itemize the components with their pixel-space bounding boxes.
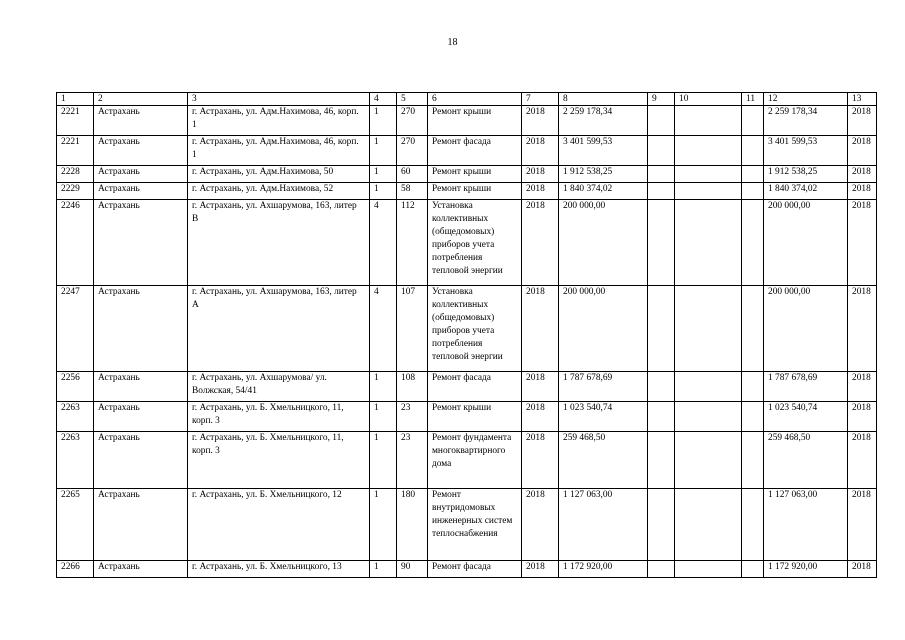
col12-cost-cell: 2 259 178,34	[764, 106, 848, 136]
address-cell: г. Астрахань, ул. Б. Хмельницкого, 12	[188, 489, 370, 561]
total-cost-cell: 1 840 374,02	[559, 183, 648, 200]
col13-year-cell: 2018	[848, 489, 877, 561]
table-row	[57, 402, 877, 432]
column-header-7: 7	[522, 93, 559, 106]
city-cell: Астрахань	[94, 136, 188, 166]
col11-cell	[742, 200, 764, 286]
row-number: 2266	[57, 561, 94, 578]
col12-cost-cell: 1 912 538,25	[764, 166, 848, 183]
col13-year-cell: 2018	[848, 561, 877, 578]
work-type-cell: Ремонт фасада	[428, 561, 522, 578]
work-type-cell: Ремонт фасада	[428, 136, 522, 166]
col13-year-cell: 2018	[848, 166, 877, 183]
col9-cell	[648, 136, 675, 166]
col11-cell	[742, 432, 764, 489]
col13-year-cell: 2018	[848, 432, 877, 489]
col12-cost-cell: 1 172 920,00	[764, 561, 848, 578]
col12-cost-cell: 1 840 374,02	[764, 183, 848, 200]
total-cost-cell: 259 468,50	[559, 432, 648, 489]
city-cell: Астрахань	[94, 183, 188, 200]
col10-cell	[675, 200, 742, 286]
col4-cell: 1	[370, 106, 397, 136]
col13-year-cell: 2018	[848, 286, 877, 372]
year-cell: 2018	[522, 106, 559, 136]
row-number: 2246	[57, 200, 94, 286]
col4-cell: 1	[370, 561, 397, 578]
page-number: 18	[447, 37, 458, 48]
total-cost-cell: 1 912 538,25	[559, 166, 648, 183]
col5-cell: 58	[397, 183, 428, 200]
address-cell: г. Астрахань, ул. Б. Хмельницкого, 11, корп. 3	[188, 432, 370, 489]
table-row	[57, 372, 877, 402]
address-cell: г. Астрахань, ул. Б. Хмельницкого, 13	[188, 561, 370, 578]
column-header-12: 12	[764, 93, 848, 106]
col11-cell	[742, 106, 764, 136]
col10-cell	[675, 286, 742, 372]
col11-cell	[742, 372, 764, 402]
col4-cell: 1	[370, 166, 397, 183]
address-cell: г. Астрахань, ул. Адм.Нахимова, 46, корп. 1	[188, 136, 370, 166]
col5-cell: 112	[397, 200, 428, 286]
total-cost-cell: 1 127 063,00	[559, 489, 648, 561]
repair-program-table	[56, 92, 877, 578]
col11-cell	[742, 166, 764, 183]
year-cell: 2018	[522, 489, 559, 561]
row-number: 2263	[57, 432, 94, 489]
city-cell: Астрахань	[94, 372, 188, 402]
column-header-11: 11	[742, 93, 764, 106]
col9-cell	[648, 286, 675, 372]
col11-cell	[742, 402, 764, 432]
total-cost-cell: 1 787 678,69	[559, 372, 648, 402]
col11-cell	[742, 561, 764, 578]
table-row	[57, 200, 877, 286]
col12-cost-cell: 1 787 678,69	[764, 372, 848, 402]
total-cost-cell: 200 000,00	[559, 200, 648, 286]
row-number: 2228	[57, 166, 94, 183]
col13-year-cell: 2018	[848, 106, 877, 136]
table-header-row	[57, 93, 877, 106]
table-row	[57, 561, 877, 578]
col11-cell	[742, 286, 764, 372]
col11-cell	[742, 183, 764, 200]
table-row	[57, 286, 877, 372]
column-header-5: 5	[397, 93, 428, 106]
col13-year-cell: 2018	[848, 183, 877, 200]
col5-cell: 90	[397, 561, 428, 578]
table-row	[57, 166, 877, 183]
city-cell: Астрахань	[94, 432, 188, 489]
col9-cell	[648, 166, 675, 183]
row-number: 2265	[57, 489, 94, 561]
row-number: 2229	[57, 183, 94, 200]
table-row	[57, 106, 877, 136]
work-type-cell: Ремонт крыши	[428, 106, 522, 136]
column-header-1: 1	[57, 93, 94, 106]
year-cell: 2018	[522, 402, 559, 432]
row-number: 2221	[57, 106, 94, 136]
col12-cost-cell: 1 127 063,00	[764, 489, 848, 561]
column-header-10: 10	[675, 93, 742, 106]
city-cell: Астрахань	[94, 489, 188, 561]
col5-cell: 180	[397, 489, 428, 561]
col9-cell	[648, 106, 675, 136]
col10-cell	[675, 561, 742, 578]
year-cell: 2018	[522, 561, 559, 578]
col5-cell: 270	[397, 106, 428, 136]
col12-cost-cell: 200 000,00	[764, 200, 848, 286]
column-header-3: 3	[188, 93, 370, 106]
city-cell: Астрахань	[94, 402, 188, 432]
col4-cell: 1	[370, 136, 397, 166]
col4-cell: 1	[370, 183, 397, 200]
city-cell: Астрахань	[94, 166, 188, 183]
col9-cell	[648, 402, 675, 432]
col10-cell	[675, 106, 742, 136]
address-cell: г. Астрахань, ул. Ахшарумова, 163, литер А	[188, 286, 370, 372]
work-type-cell: Ремонт фасада	[428, 372, 522, 402]
address-cell: г. Астрахань, ул. Ахшарумова/ ул. Волжская, 54/41	[188, 372, 370, 402]
col12-cost-cell: 200 000,00	[764, 286, 848, 372]
column-header-9: 9	[648, 93, 675, 106]
work-type-cell: Ремонт крыши	[428, 402, 522, 432]
col13-year-cell: 2018	[848, 372, 877, 402]
col11-cell	[742, 489, 764, 561]
address-cell: г. Астрахань, ул. Адм.Нахимова, 52	[188, 183, 370, 200]
row-number: 2221	[57, 136, 94, 166]
table-row	[57, 432, 877, 489]
total-cost-cell: 3 401 599,53	[559, 136, 648, 166]
col9-cell	[648, 200, 675, 286]
col5-cell: 23	[397, 402, 428, 432]
column-header-8: 8	[559, 93, 648, 106]
col11-cell	[742, 136, 764, 166]
column-header-13: 13	[848, 93, 877, 106]
year-cell: 2018	[522, 183, 559, 200]
row-number: 2247	[57, 286, 94, 372]
column-header-6: 6	[428, 93, 522, 106]
work-type-cell: Ремонт внутридомовых инженерных систем теплоснабжения	[428, 489, 522, 561]
city-cell: Астрахань	[94, 561, 188, 578]
col10-cell	[675, 489, 742, 561]
address-cell: г. Астрахань, ул. Б. Хмельницкого, 11, корп. 3	[188, 402, 370, 432]
col13-year-cell: 2018	[848, 200, 877, 286]
col10-cell	[675, 402, 742, 432]
col10-cell	[675, 183, 742, 200]
total-cost-cell: 1 172 920,00	[559, 561, 648, 578]
city-cell: Астрахань	[94, 200, 188, 286]
col10-cell	[675, 372, 742, 402]
total-cost-cell: 1 023 540,74	[559, 402, 648, 432]
col5-cell: 107	[397, 286, 428, 372]
total-cost-cell: 2 259 178,34	[559, 106, 648, 136]
work-type-cell: Ремонт крыши	[428, 183, 522, 200]
col12-cost-cell: 259 468,50	[764, 432, 848, 489]
col9-cell	[648, 561, 675, 578]
city-cell: Астрахань	[94, 106, 188, 136]
col4-cell: 1	[370, 372, 397, 402]
col10-cell	[675, 166, 742, 183]
total-cost-cell: 200 000,00	[559, 286, 648, 372]
col4-cell: 1	[370, 432, 397, 489]
col9-cell	[648, 432, 675, 489]
work-type-cell: Установка коллективных (общедомовых) приборов учета потребления тепловой энергии	[428, 200, 522, 286]
col4-cell: 4	[370, 200, 397, 286]
year-cell: 2018	[522, 372, 559, 402]
col13-year-cell: 2018	[848, 136, 877, 166]
col10-cell	[675, 136, 742, 166]
year-cell: 2018	[522, 136, 559, 166]
column-header-4: 4	[370, 93, 397, 106]
row-number: 2256	[57, 372, 94, 402]
col4-cell: 1	[370, 489, 397, 561]
year-cell: 2018	[522, 432, 559, 489]
col13-year-cell: 2018	[848, 402, 877, 432]
work-type-cell: Ремонт фундамента многоквартирного дома	[428, 432, 522, 489]
row-number: 2263	[57, 402, 94, 432]
work-type-cell: Ремонт крыши	[428, 166, 522, 183]
city-cell: Астрахань	[94, 286, 188, 372]
col5-cell: 23	[397, 432, 428, 489]
year-cell: 2018	[522, 166, 559, 183]
year-cell: 2018	[522, 286, 559, 372]
col5-cell: 60	[397, 166, 428, 183]
address-cell: г. Астрахань, ул. Адм.Нахимова, 46, корп. 1	[188, 106, 370, 136]
col5-cell: 270	[397, 136, 428, 166]
table-row	[57, 183, 877, 200]
work-type-cell: Установка коллективных (общедомовых) приборов учета потребления тепловой энергии	[428, 286, 522, 372]
col12-cost-cell: 1 023 540,74	[764, 402, 848, 432]
col9-cell	[648, 489, 675, 561]
year-cell: 2018	[522, 200, 559, 286]
table-row	[57, 136, 877, 166]
table-row	[57, 489, 877, 561]
col9-cell	[648, 372, 675, 402]
col4-cell: 4	[370, 286, 397, 372]
col5-cell: 108	[397, 372, 428, 402]
column-header-2: 2	[94, 93, 188, 106]
col9-cell	[648, 183, 675, 200]
col10-cell	[675, 432, 742, 489]
address-cell: г. Астрахань, ул. Ахшарумова, 163, литер В	[188, 200, 370, 286]
col12-cost-cell: 3 401 599,53	[764, 136, 848, 166]
address-cell: г. Астрахань, ул. Адм.Нахимова, 50	[188, 166, 370, 183]
col4-cell: 1	[370, 402, 397, 432]
